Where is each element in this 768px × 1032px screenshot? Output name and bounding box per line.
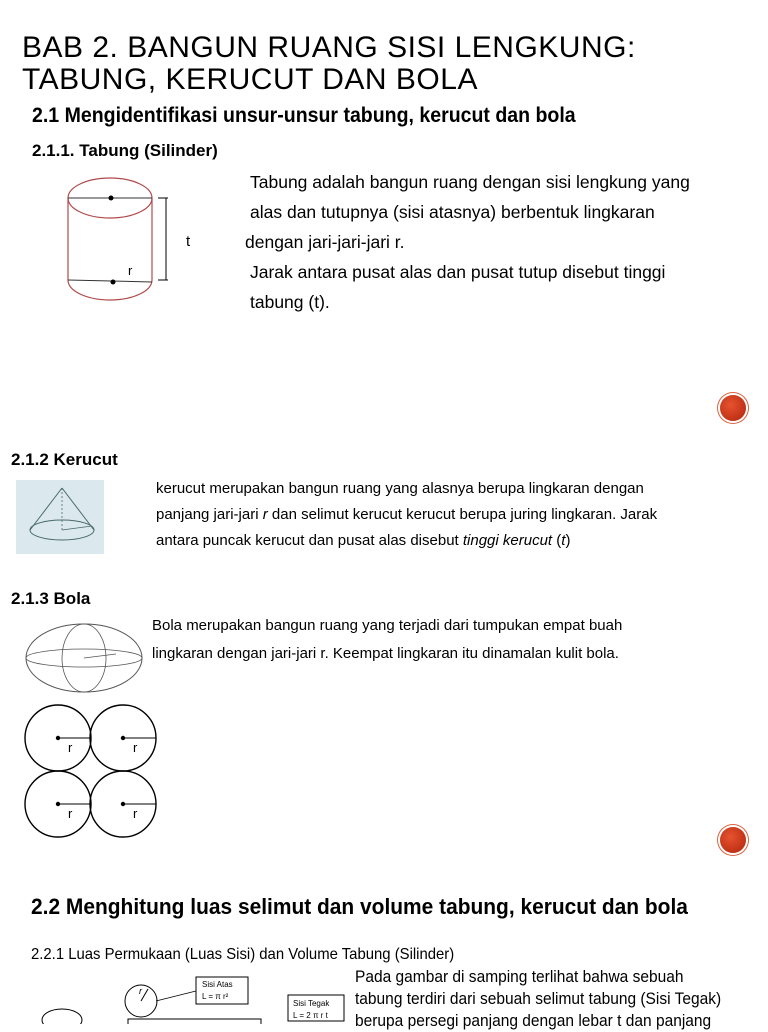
tabung-text-line3: dengan jari-jari-jari r. (245, 232, 405, 252)
cylinder-label-t: t (186, 233, 191, 250)
sphere-figure (18, 620, 150, 696)
bola-text-line1: Bola merupakan bangun ruang yang terjadi dari tumpukan empat buah (152, 617, 623, 634)
section-2-2-text (355, 966, 721, 1032)
kerucut-line2-r: r (262, 506, 268, 523)
kerucut-text-line3 (156, 528, 570, 554)
tabung-text-line5: tabung (t). (250, 292, 330, 312)
kerucut-line3-t: t (561, 532, 566, 549)
kerucut-line2-a: panjang jari-jari (156, 506, 263, 523)
chapter-title-line2: TABUNG, KERUCUT DAN BOLA (22, 63, 478, 96)
tabung-heading: 2.1.1. Tabung (Silinder) (32, 141, 218, 160)
net-side-title: Sisi Tegak (293, 999, 330, 1008)
circle-label-r: r (68, 806, 73, 821)
section-2-2-1-subheading: 2.2.1 Luas Permukaan (Luas Sisi) dan Volume Tabung (Silinder) (31, 946, 455, 963)
kerucut-line3-b: ( (552, 532, 562, 549)
kerucut-line2-b: dan selimut kerucut kerucut berupa juring lingkaran. Jarak (267, 506, 658, 523)
kerucut-line3-a: antara puncak kerucut dan pusat alas disebut (156, 532, 463, 549)
section-2-2-text-line1: Pada gambar di samping terlihat bahwa sebuah (355, 968, 684, 986)
net-top-title: Sisi Atas (202, 980, 233, 989)
cylinder-figure (60, 170, 190, 305)
kerucut-line3-em: tinggi kerucut (462, 532, 553, 549)
bola-text-line2: lingkaran dengan jari-jari r. Keempat lingkaran itu dinamalan kulit bola. (152, 645, 619, 662)
tabung-text-line4: Jarak antara pusat alas dan pusat tutup disebut tinggi (250, 262, 666, 282)
kerucut-text-line1: kerucut merupakan bangun ruang yang alasnya berupa lingkaran dengan (156, 480, 644, 497)
section-2-2-heading: 2.2 Menghitung luas selimut dan volume tabung, kerucut dan bola (31, 894, 688, 919)
net-side-formula: L = 2 π r t (293, 1011, 328, 1020)
tabung-text-line2: alas dan tutupnya (sisi atasnya) berbentuk lingkaran (250, 202, 655, 222)
slide-bullet-icon (720, 395, 746, 421)
chapter-title-line1: BAB 2. BANGUN RUANG SISI LENGKUNG: (22, 31, 636, 64)
net-label-r: r (139, 986, 142, 996)
four-circles-figure (20, 700, 160, 840)
bola-heading: 2.1.3 Bola (11, 589, 91, 608)
circle-label-r: r (133, 740, 138, 755)
cylinder-label-r: r (128, 263, 133, 278)
section-2-2-text-line2: tabung terdiri dari sebuah selimut tabung (Sisi Tegak) (355, 990, 722, 1008)
kerucut-heading: 2.1.2 Kerucut (11, 450, 118, 469)
section-2-2-text-line3: berupa persegi panjang dengan lebar t dan panjang (355, 1012, 712, 1030)
section-2-1-heading: 2.1 Mengidentifikasi unsur-unsur tabung, kerucut dan bola (32, 104, 576, 127)
kerucut-line3-c: ) (565, 532, 571, 549)
cone-figure (16, 480, 104, 554)
slide-bullet-icon (720, 827, 746, 853)
kerucut-text-line2 (156, 502, 657, 528)
net-top-formula: L = π r² (202, 992, 229, 1001)
circle-label-r: r (68, 740, 73, 755)
cylinder-net-figure (36, 975, 351, 1024)
circle-label-r: r (133, 806, 138, 821)
tabung-text-line1: Tabung adalah bangun ruang dengan sisi lengkung yang (250, 172, 690, 192)
